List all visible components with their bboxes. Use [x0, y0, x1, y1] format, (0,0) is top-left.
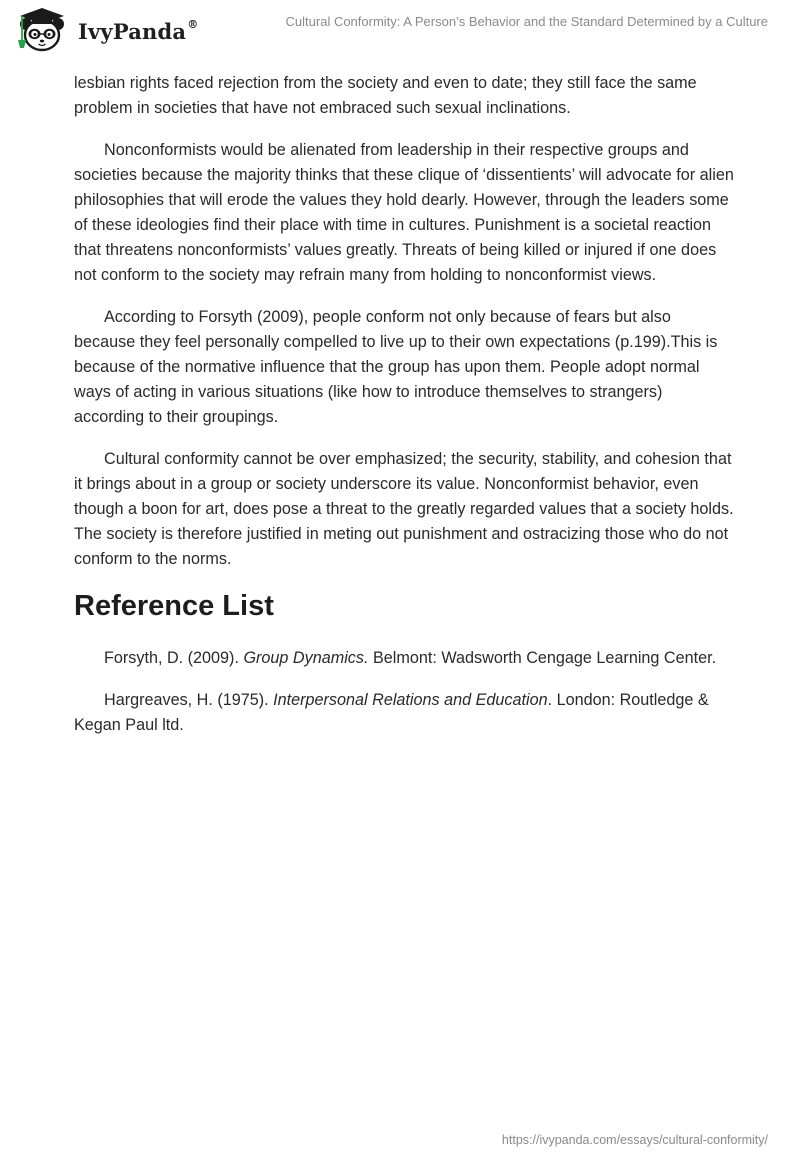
reference-author: Hargreaves, H. (1975).	[104, 691, 274, 709]
ivypanda-logo[interactable]	[14, 7, 198, 53]
reference-title: Group Dynamics.	[243, 649, 369, 667]
source-url-link[interactable]: https://ivypanda.com/essays/cultural-conformity/	[501, 1133, 768, 1147]
registered-mark: ®	[187, 17, 199, 31]
reference-list-heading: Reference List	[74, 590, 274, 622]
logo-wordmark: IvyPanda®	[78, 17, 199, 44]
reference-item	[74, 688, 734, 738]
body-paragraph-3: According to Forsyth (2009), people conform not only because of fears but also because they feel personally compelled to live up to their own expectations (p.199).This is because of the normative influence that the group has upon them. People adopt normal ways of acting in various situations (like how to introduce themselves to strangers) according to their groupings.	[74, 308, 718, 426]
page-header	[0, 0, 800, 60]
document-title: Cultural Conformity: A Person’s Behavior and the Standard Determined by a Culture	[285, 14, 768, 29]
reference-item	[74, 646, 734, 671]
reference-author: Forsyth, D. (2009).	[104, 649, 244, 667]
essay-content	[74, 71, 734, 755]
reference-title: Interpersonal Relations and Education	[273, 691, 548, 709]
body-paragraph-2: Nonconformists would be alienated from leadership in their respective groups and societies because the majority thinks that these clique of ‘dissentients’ will advocate for alien philosophies that will erode the values they hold dearly. However, through the leaders some of these ideologies find their place with time in cultures. Punishment is a societal reaction that threatens nonconformists’ values greatly. Threats of being killed or injured if one does not conform to the society may refrain many from holding to nonconformist views.	[74, 141, 734, 284]
body-paragraph-1: lesbian rights faced rejection from the society and even to date; they still face the same problem in societies that have not embraced such sexual inclinations.	[74, 74, 697, 117]
reference-publisher: Belmont: Wadsworth Cengage Learning Center.	[368, 649, 717, 667]
body-paragraph-4: Cultural conformity cannot be over emphasized; the security, stability, and cohesion that it brings about in a group or society underscore its value. Nonconformist behavior, even though a boon for art, does pose a threat to the greatly regarded values that a society holds. The society is therefore justified in meting out punishment and ostracizing those who do not conform to the norms.	[74, 450, 734, 568]
reference-publisher: . London: Routledge & Kegan Paul ltd.	[74, 691, 709, 734]
panda-graduate-icon	[14, 7, 72, 53]
